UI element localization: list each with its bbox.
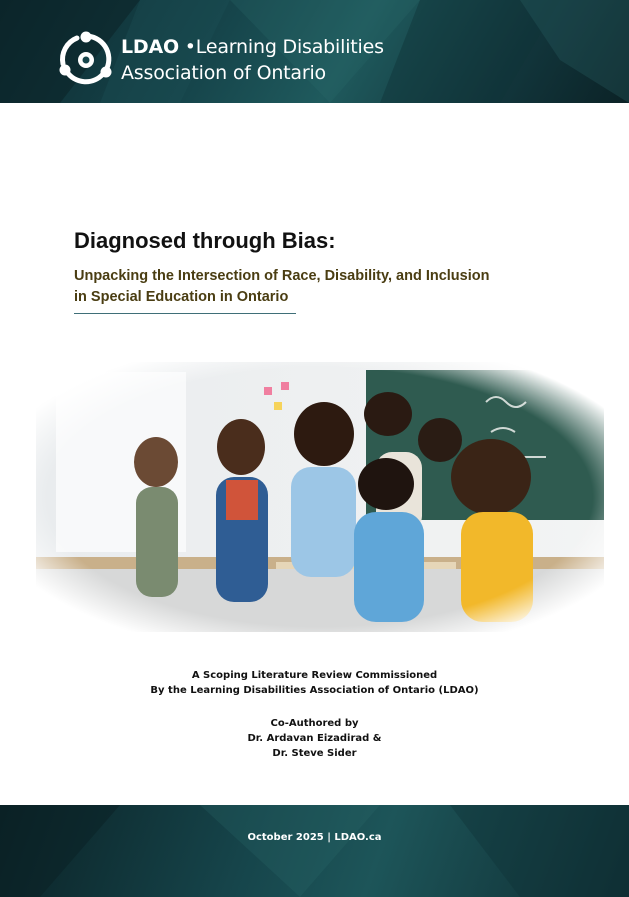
author-2: Dr. Steve Sider xyxy=(272,748,357,759)
description-line1: A Scoping Literature Review Commissioned xyxy=(191,670,438,681)
report-subtitle xyxy=(74,266,554,308)
brand-acronym: LDAO xyxy=(121,36,179,58)
authors-block xyxy=(0,716,629,761)
review-description xyxy=(0,668,629,698)
brand-separator: • xyxy=(184,36,196,58)
author-1: Dr. Ardavan Eizadirad & xyxy=(247,733,382,744)
footer-pattern xyxy=(0,805,629,897)
brand-name-part1: Learning Disabilities xyxy=(195,36,384,58)
report-title: Diagnosed through Bias: xyxy=(74,228,336,253)
title-underline xyxy=(74,313,296,314)
description-line2: By the Learning Disabilities Association of Ontario (LDAO) xyxy=(150,685,479,696)
footer-banner xyxy=(0,805,629,897)
brand-name-line2: Association of Ontario xyxy=(121,62,326,84)
brand-name-line1 xyxy=(121,36,384,58)
classroom-photo xyxy=(36,362,604,632)
subtitle-line2: in Special Education in Ontario xyxy=(74,289,289,305)
header-banner xyxy=(0,0,629,103)
footer-date-website: October 2025 | LDAO.ca xyxy=(247,832,382,843)
subtitle-line1: Unpacking the Intersection of Race, Disability, and Inclusion xyxy=(74,268,490,284)
authors-heading: Co-Authored by xyxy=(270,718,359,729)
ldao-logo-icon xyxy=(57,30,115,88)
